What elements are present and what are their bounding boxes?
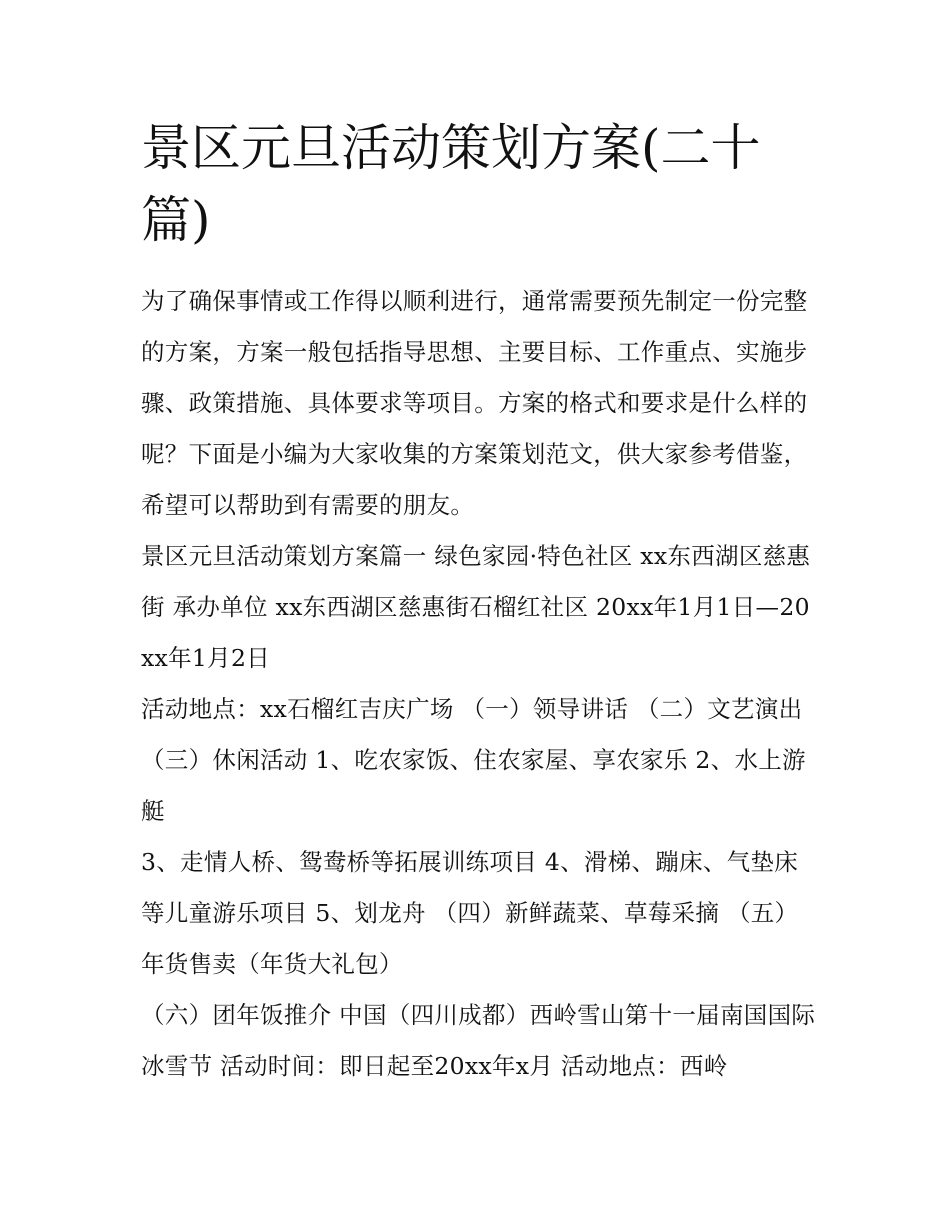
- document-title: 景区元旦活动策划方案(二十篇): [141, 119, 761, 249]
- activity-items-paragraph: 3、走情人桥、鸳鸯桥等拓展训练项目 4、滑梯、蹦床、气垫床等儿童游乐项目 5、划龙舟 （四）新鲜蔬菜、草莓采摘 （五）年货售卖（年货大礼包）: [141, 848, 799, 978]
- document-body: [141, 112, 819, 1092]
- activity-location-paragraph: 活动地点：xx石榴红吉庆广场 （一）领导讲话 （二）文艺演出 （三）休闲活动 1、吃农家饭、住农家屋、享农家乐 2、水上游艇: [141, 695, 806, 825]
- festival-paragraph: （六）团年饭推介 中国（四川成都）西岭雪山第十一届南国国际冰雪节 活动时间：即日起至20xx年x月 活动地点：西岭: [141, 1001, 816, 1080]
- plan-one-paragraph: 景区元旦活动策划方案篇一 绿色家园·特色社区 xx东西湖区慈惠街 承办单位 xx东西湖区慈惠街石榴红社区 20xx年1月1日—20xx年1月2日: [141, 542, 811, 672]
- intro-paragraph: 为了确保事情或工作得以顺利进行，通常需要预先制定一份完整的方案，方案一般包括指导思想、主要目标、工作重点、实施步骤、政策措施、具体要求等项目。方案的格式和要求是什么样的呢？下面是小编为大家收集的方案策划范文，供大家参考借鉴，希望可以帮助到有需要的朋友。: [141, 287, 808, 519]
